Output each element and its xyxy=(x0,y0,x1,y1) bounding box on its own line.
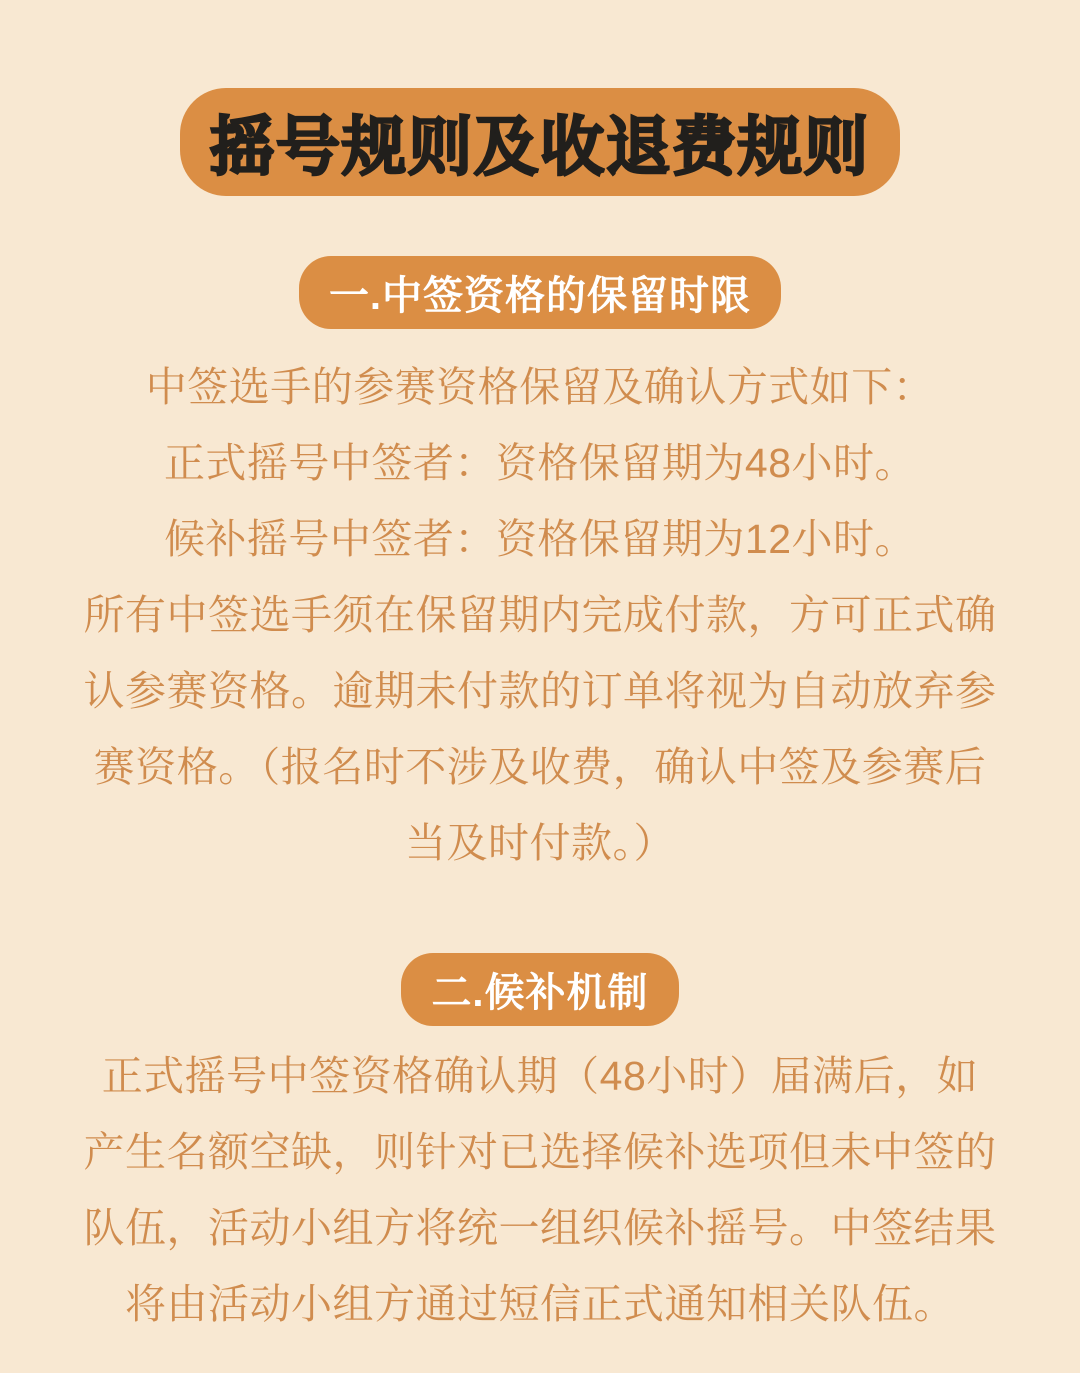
section-2-heading: 二.候补机制 xyxy=(431,971,649,1015)
section-lottery-qualification xyxy=(0,196,1080,881)
section-2-heading-pill xyxy=(401,953,678,1026)
body-line: 候补摇号中签者：资格保留期为12小时。 xyxy=(163,516,917,562)
body-line: 认参赛资格。逾期未付款的订单将视为自动放弃参 xyxy=(83,668,997,714)
section-1-heading: 一.中签资格的保留时限 xyxy=(328,274,752,318)
body-line: 产生名额空缺，则针对已选择候补选项但未中签的 xyxy=(83,1129,997,1175)
section-2-paragraph xyxy=(0,1038,1080,1342)
section-waitlist-mechanism xyxy=(0,881,1080,1342)
body-line: 中签选手的参赛资格保留及确认方式如下： xyxy=(145,364,935,410)
body-line: 所有中签选手须在保留期内完成付款，方可正式确 xyxy=(83,592,997,638)
body-line: 正式摇号中签者：资格保留期为48小时。 xyxy=(163,440,917,486)
body-line: 当及时付款。） xyxy=(405,820,675,866)
body-line: 正式摇号中签资格确认期（48小时）届满后，如 xyxy=(101,1053,979,1099)
section-1-heading-pill xyxy=(299,256,781,329)
body-line: 赛资格。（报名时不涉及收费，确认中签及参赛后 xyxy=(93,744,987,790)
body-line: 将由活动小组方通过短信正式通知相关队伍。 xyxy=(125,1281,955,1327)
poster-title: 摇号规则及收退费规则 xyxy=(210,111,870,183)
title-banner xyxy=(180,88,900,196)
section-1-paragraph xyxy=(0,349,1080,881)
body-line: 队伍，活动小组方将统一组织候补摇号。中签结果 xyxy=(83,1205,997,1251)
